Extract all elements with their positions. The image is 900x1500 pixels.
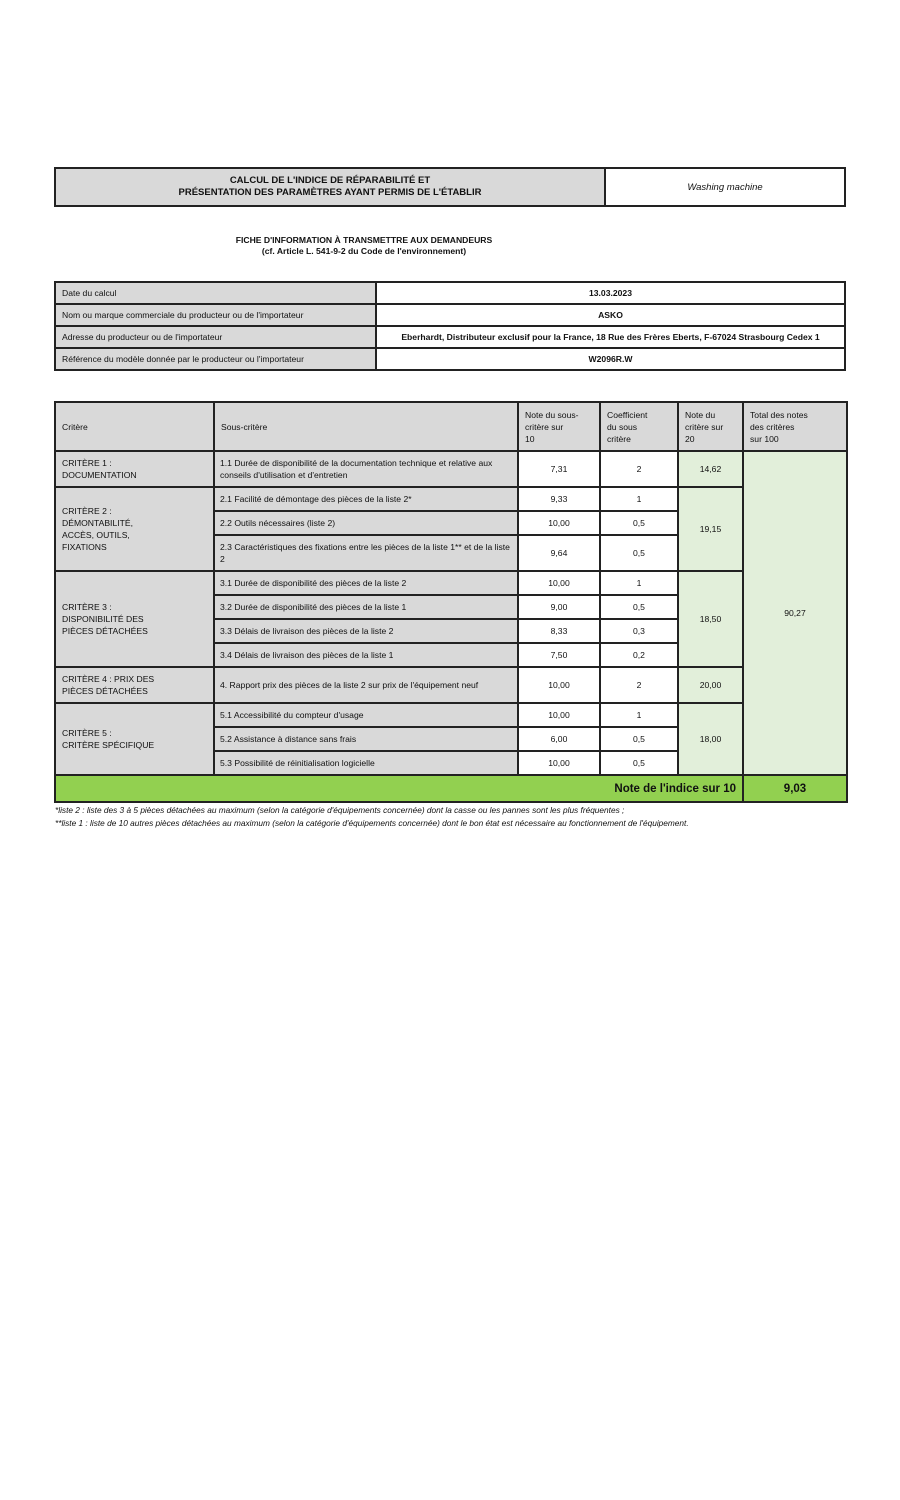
- sub-criterion-note: 9,64: [518, 535, 600, 571]
- criterion-3-score: 18,50: [678, 571, 743, 667]
- table-row: [55, 667, 847, 703]
- criterion-2-label: CRITÈRE 2 : DÉMONTABILITÉ, ACCÈS, OUTILS, FIXATIONS: [55, 487, 214, 571]
- footnotes: [55, 804, 855, 829]
- criterion-1-score: 14,62: [678, 451, 743, 487]
- criterion-4-label: CRITÈRE 4 : PRIX DES PIÈCES DÉTACHÉES: [55, 667, 214, 703]
- info-row: [55, 282, 845, 304]
- table-row: [55, 703, 847, 727]
- criterion-5-score: 18,00: [678, 703, 743, 775]
- info-value: W2096R.W: [376, 348, 845, 370]
- info-label: Adresse du producteur ou de l'importateur: [55, 326, 376, 348]
- footnote-liste-1: **liste 1 : liste de 10 autres pièces détachées au maximum (selon la catégorie d'équipements concernée) dont le bon état est nécessaire au fonctionnement de l'équipement.: [55, 817, 689, 828]
- page-title: [55, 168, 605, 206]
- sub-criterion-note: 8,33: [518, 619, 600, 643]
- total-score-100: 90,27: [743, 451, 847, 775]
- sub-criterion-coef: 0,5: [600, 727, 678, 751]
- header-box: [54, 167, 846, 207]
- sub-criterion-label: 3.4 Délais de livraison des pièces de la liste 1: [214, 643, 518, 667]
- col-header-sous-critere: Sous-critère: [214, 402, 518, 451]
- sub-criterion-label: 2.2 Outils nécessaires (liste 2): [214, 511, 518, 535]
- footnote-liste-2: *liste 2 : liste des 3 à 5 pièces détachées au maximum (selon la catégorie d'équipements concernée) dont la casse ou les pannes sont les plus fréquentes ;: [55, 805, 625, 815]
- sub-criterion-coef: 1: [600, 703, 678, 727]
- sub-criterion-label: 3.1 Durée de disponibilité des pièces de la liste 2: [214, 571, 518, 595]
- info-row: [55, 348, 845, 370]
- col-header-note-critere: Note du critère sur 20: [678, 402, 743, 451]
- score-table: [54, 401, 848, 803]
- title-line-2: PRÉSENTATION DES PARAMÈTRES AYANT PERMIS DE L'ÉTABLIR: [178, 187, 482, 198]
- criterion-4-score: 20,00: [678, 667, 743, 703]
- sub-criterion-note: 10,00: [518, 511, 600, 535]
- final-score-value: 9,03: [743, 775, 847, 802]
- criterion-1-label: CRITÈRE 1 : DOCUMENTATION: [55, 451, 214, 487]
- criterion-3-label: CRITÈRE 3 : DISPONIBILITÉ DES PIÈCES DÉTACHÉES: [55, 571, 214, 667]
- sub-criterion-coef: 0,5: [600, 535, 678, 571]
- info-row: [55, 304, 845, 326]
- sub-criterion-label: 5.1 Accessibilité du compteur d'usage: [214, 703, 518, 727]
- sub-criterion-note: 10,00: [518, 703, 600, 727]
- sub-criterion-coef: 0,5: [600, 511, 678, 535]
- sub-criterion-note: 10,00: [518, 571, 600, 595]
- info-value: Eberhardt, Distributeur exclusif pour la France, 18 Rue des Frères Eberts, F-67024 Strasbourg Cedex 1: [376, 326, 845, 348]
- sub-criterion-note: 10,00: [518, 751, 600, 775]
- sub-criterion-note: 9,33: [518, 487, 600, 511]
- sub-criterion-note: 10,00: [518, 667, 600, 703]
- sub-criterion-coef: 1: [600, 571, 678, 595]
- info-label: Date du calcul: [55, 282, 376, 304]
- info-label: Référence du modèle donnée par le producteur ou l'importateur: [55, 348, 376, 370]
- sub-criterion-label: 1.1 Durée de disponibilité de la documentation technique et relative aux conseils d'utilisation et d'entretien: [214, 451, 518, 487]
- subtitle-line-1: FICHE D'INFORMATION À TRANSMETTRE AUX DEMANDEURS: [235, 235, 493, 245]
- sub-criterion-note: 6,00: [518, 727, 600, 751]
- col-header-critere: Critère: [55, 402, 214, 451]
- title-line-1: CALCUL DE L'INDICE DE RÉPARABILITÉ ET: [229, 175, 431, 186]
- table-row: [55, 487, 847, 511]
- info-row: [55, 326, 845, 348]
- table-row: [55, 571, 847, 595]
- info-table: [54, 281, 846, 371]
- header-row: [55, 402, 847, 451]
- sub-criterion-coef: 0,2: [600, 643, 678, 667]
- info-value: 13.03.2023: [376, 282, 845, 304]
- col-header-note-sous: Note du sous- critère sur 10: [518, 402, 600, 451]
- col-header-coefficient: Coefficient du sous critère: [600, 402, 678, 451]
- sub-criterion-label: 2.1 Facilité de démontage des pièces de la liste 2*: [214, 487, 518, 511]
- sub-criterion-coef: 2: [600, 451, 678, 487]
- subtitle-line-2: (cf. Article L. 541-9-2 du Code de l'environnement): [261, 246, 467, 256]
- sub-criterion-label: 2.3 Caractéristiques des fixations entre les pièces de la liste 1** et de la liste 2: [214, 535, 518, 571]
- sub-criterion-label: 5.2 Assistance à distance sans frais: [214, 727, 518, 751]
- final-score-row: [55, 775, 847, 802]
- sub-criterion-coef: 1: [600, 487, 678, 511]
- sub-criterion-note: 7,50: [518, 643, 600, 667]
- table-row: [55, 451, 847, 487]
- sub-criterion-coef: 0,5: [600, 751, 678, 775]
- info-label: Nom ou marque commerciale du producteur ou de l'importateur: [55, 304, 376, 326]
- sub-criterion-coef: 0,3: [600, 619, 678, 643]
- criterion-5-label: CRITÈRE 5 : CRITÈRE SPÉCIFIQUE: [55, 703, 214, 775]
- criterion-2-score: 19,15: [678, 487, 743, 571]
- info-value: ASKO: [376, 304, 845, 326]
- sub-criterion-label: 3.2 Durée de disponibilité des pièces de la liste 1: [214, 595, 518, 619]
- sub-criterion-label: 5.3 Possibilité de réinitialisation logicielle: [214, 751, 518, 775]
- final-score-label: Note de l'indice sur 10: [55, 775, 743, 802]
- sub-criterion-note: 7,31: [518, 451, 600, 487]
- sub-criterion-coef: 0,5: [600, 595, 678, 619]
- sub-criterion-label: 4. Rapport prix des pièces de la liste 2 sur prix de l'équipement neuf: [214, 667, 518, 703]
- sub-criterion-coef: 2: [600, 667, 678, 703]
- product-type: Washing machine: [605, 168, 845, 206]
- sub-criterion-note: 9,00: [518, 595, 600, 619]
- subtitle: [164, 235, 564, 257]
- col-header-total: Total des notes des critères sur 100: [743, 402, 847, 451]
- sub-criterion-label: 3.3 Délais de livraison des pièces de la liste 2: [214, 619, 518, 643]
